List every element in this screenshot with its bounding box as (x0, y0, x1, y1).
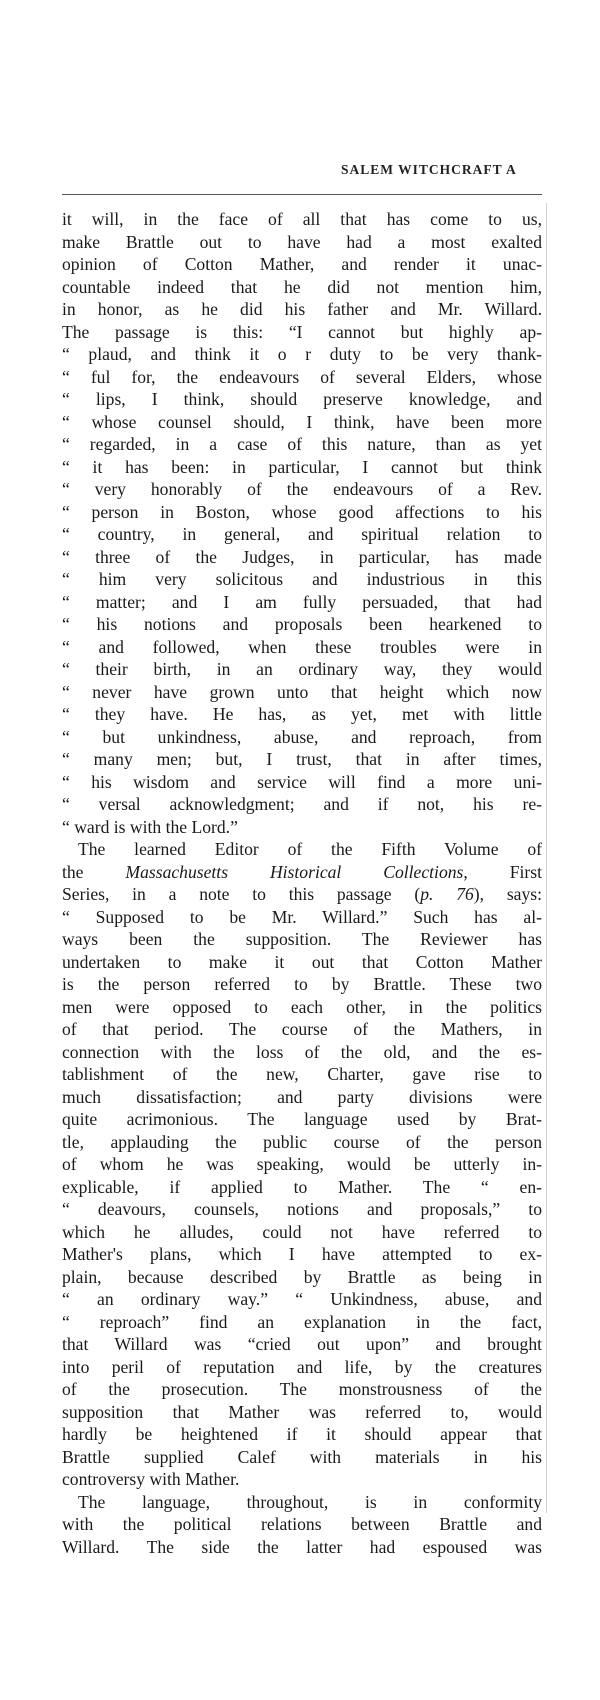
text-line: of the prosecution. The monstrousness of the (62, 1379, 542, 1399)
text-line: into peril of reputation and life, by the creatures (62, 1356, 542, 1377)
text-line: “ an ordinary way.” “ Unkindness, abuse, and (62, 1289, 542, 1309)
text-line: tle, applauding the public course of the person (62, 1131, 542, 1152)
text-line: “ it has been: in particular, I cannot but think (62, 456, 542, 477)
text-line: “ country, in general, and spiritual relation to (62, 524, 542, 544)
text-line: connection with the loss of the old, and the es- (62, 1041, 542, 1062)
text-line: “ ward is with the Lord.” (62, 816, 238, 837)
running-head: SALEM WITCHCRAFT A (341, 162, 517, 177)
text-line: in honor, as he did his father and Mr. Willard. (62, 299, 542, 319)
text-line: “ never have grown unto that height which now (62, 681, 542, 702)
text-line: “ his notions and proposals been hearkened to (62, 614, 542, 634)
text-line: explicable, if applied to Mather. The “ en- (62, 1176, 542, 1197)
page-reference: p. 76 (420, 884, 474, 904)
text-line: “ many men; but, I trust, that in after times, (62, 749, 542, 769)
text-line: with the political relations between Brattle and (62, 1514, 542, 1534)
text-line: “ very honorably of the endeavours of a Rev. (62, 479, 542, 499)
text-line: plain, because described by Brattle as being in (62, 1266, 542, 1287)
text-line: “ his wisdom and service will find a more uni- (62, 771, 542, 792)
text-line: much dissatisfaction; and party divisions were (62, 1086, 542, 1107)
text-line: “ and followed, when these troubles were in (62, 636, 542, 657)
text-line: “ ful for, the endeavours of several Elders, whose (62, 366, 542, 387)
text-line: Willard. The side the latter had espoused was (62, 1536, 542, 1557)
text-line: of that period. The course of the Mathers, in (62, 1019, 542, 1039)
text-line: “ they have. He has, as yet, met with little (62, 704, 542, 724)
text-line: The learned Editor of the Fifth Volume of (78, 839, 542, 859)
text-line: hardly be heightened if it should appear that (62, 1424, 542, 1444)
text-line: supposition that Mather was referred to, would (62, 1401, 542, 1422)
text-line: countable indeed that he did not mention him, (62, 276, 542, 297)
text-line: “ Supposed to be Mr. Willard.” Such has al- (62, 906, 542, 927)
text-line: “ plaud, and think it o r duty to be very thank- (62, 344, 542, 364)
text-line: quite acrimonious. The language used by Brat- (62, 1109, 542, 1129)
text-line: undertaken to make it out that Cotton Mather (62, 951, 542, 972)
text-line: “ lips, I think, should preserve knowledge, and (62, 389, 542, 409)
text-line: controversy with Mather. (62, 1469, 240, 1489)
journal-title: Massachusetts Historical Collections (125, 861, 464, 882)
text-line: “ but unkindness, abuse, and reproach, from (62, 726, 542, 747)
text-line: which he alludes, could not have referred to (62, 1221, 542, 1242)
text-line: “ whose counsel should, I think, have been more (62, 411, 542, 432)
text-line: is the person referred to by Brattle. These two (62, 974, 542, 994)
text-line: ways been the supposition. The Reviewer has (62, 929, 542, 949)
text-line: of whom he was speaking, would be utterly in- (62, 1154, 542, 1174)
text-line: Series, in a note to this passage (p. 76), says: (62, 884, 543, 904)
text-line: The passage is this: “I cannot but highly ap- (62, 321, 542, 342)
header-rule (62, 194, 542, 195)
text-line: “ person in Boston, whose good affections to his (62, 501, 542, 522)
text-line: “ matter; and I am fully persuaded, that had (62, 591, 542, 612)
text-line: men were opposed to each other, in the politics (62, 996, 542, 1017)
text-line: that Willard was “cried out upon” and brought (62, 1334, 542, 1354)
text-line: “ him very solicitous and industrious in this (62, 569, 542, 589)
text-line: “ versal acknowledgment; and if not, his re- (62, 794, 542, 814)
text-line: “ their birth, in an ordinary way, they would (62, 659, 542, 679)
text-line: Brattle supplied Calef with materials in his (62, 1446, 542, 1467)
text-line: The language, throughout, is in conformity (78, 1491, 542, 1512)
text-line: “ deavours, counsels, notions and proposals,” to (62, 1199, 542, 1219)
text-line: “ regarded, in a case of this nature, than as yet (62, 434, 542, 454)
text-line: Mather's plans, which I have attempted to ex- (62, 1244, 542, 1264)
text-line: “ reproach” find an explanation in the fact, (62, 1311, 542, 1332)
body-text (62, 208, 542, 1558)
text-line: the Massachusetts Historical Collections, First (62, 861, 542, 882)
text-line: “ three of the Judges, in particular, has made (62, 546, 542, 567)
text-line: opinion of Cotton Mather, and render it unac- (62, 254, 542, 274)
text-line: it will, in the face of all that has come to us, (62, 209, 542, 229)
column-edge-line (546, 203, 547, 1513)
text-line: tablishment of the new, Charter, gave rise to (62, 1064, 542, 1084)
text-line: make Brattle out to have had a most exalted (62, 231, 542, 252)
